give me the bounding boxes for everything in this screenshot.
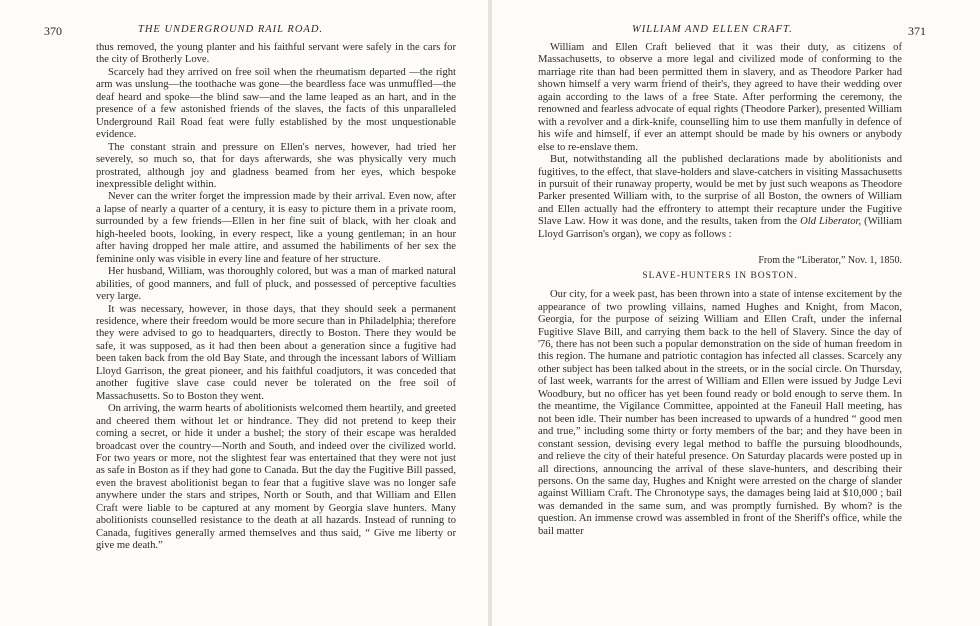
article-paragraph: Our city, for a week past, has been thrown into a state of intense excitement by the appearance of two prowling villains, named Hughes and Knight, from Macon, Georgia, for the purpose of seizing William and Ellen Craft, under the infernal Fugitive Slave Bill, and carrying them back to the hell of Slavery. Since the day of '76, there has not been such a popular demonstration on the side of human freedom in this region. The humane and patriotic contagion has infected all classes. Scarcely any other subject has been talked about in the streets, or in the social circle. On Thursday, of last week, warrants for the arrest of William and Ellen were issued by Judge Levi Woodbury, but no officer has yet been found ready or bold enough to serve them. In the meantime, the Vigilance Committee, appointed at the Faneuil Hall meeting, has not been idle. Their number has been increased to upwards of a hundred “ good men and true,” including some thirty or forty members of the bar; and they have been in constant session, devising every legal method to baffle the pursuing bloodhounds, and relieve the city of their hateful presence. On Saturday placards were posted up in all directions, announcing the arrival of these slave-hunters, and describing their persons. On the same day, Hughes and Knight were arrested on the charge of slander against William Craft. The Chronotype says, the damages being laid at $10,000 ; bail was demanded in the same sum, and was promptly furnished. By whom? is the question. An immense crowd was assembled in front of the Sheriff's office, while the bail matter <box>538 289 902 537</box>
paragraph: The constant strain and pressure on Ellen's nerves, however, had tried her severely, so much so, that for days afterwards, she was physically very much prostrated, although joy and gladness beamed from her eyes, which bespoke inexpressible delight within. <box>96 141 456 190</box>
left-page-number: 370 <box>44 24 62 38</box>
right-page-number: 371 <box>908 24 926 38</box>
paragraph: William and Ellen Craft believed that it was their duty, as citizens of Massachusetts, to observe a more legal and civilized mode of conforming to the marriage rite than had been permitted them in slavery, and as Theodore Parker had shown himself a very warm friend of their's, they agreed to have their wedding over again according to the laws of a free State. After performing the ceremony, the renowned and fearless advocate of equal rights (Theodore Parker), presented William with a revolver and a dirk-knife, counselling him to use them manfully in defence of his wife and himself, if ever an attempt should be made by his owners or anybody else to re-enslave them. <box>538 42 902 153</box>
paragraph: Scarcely had they arrived on free soil when the rheumatism departed —the right arm was unslung—the toothache was gone—the beardless face was unmuffled—the deaf heard and spoke—the blind saw—and the lame leaped as an hart, and in the presence of a few astonished friends of the slaves, the facts of this unparalleled Underground Rail Road feat were fully established by the most unquestionable evidence. <box>96 66 456 141</box>
article-subhead: SLAVE-HUNTERS IN BOSTON. <box>642 270 798 281</box>
paragraph-with-citation <box>538 154 902 241</box>
paragraph: Her husband, William, was thoroughly colored, but was a man of marked natural abilities, of good manners, and full of pluck, and possessed of perceptive faculties very large. <box>96 266 456 303</box>
right-page-body <box>538 42 902 538</box>
right-running-head: WILLIAM AND ELLEN CRAFT. <box>632 24 793 35</box>
paragraph-text: But, notwithstanding all the published declarations made by abolitionists and fugitives, to the effect, that slave-holders and slave-catchers in visiting Massachusetts in pursuit of their runaway property, would be met by just such weapons as Theodore Parker presented William with, to the surprise of all Boston, the owners of William and Ellen actually had the effrontery to attempt their recapture under the Fugitive Slave Law. How it was done, and the results, taken from the <box>538 154 902 228</box>
dateline: From the “Liberator,” Nov. 1, 1850. <box>758 255 902 267</box>
paragraph-text: (William Lloyd Garrison's organ), we copy as follows : <box>538 216 902 240</box>
paragraph: On arriving, the warm hearts of abolitionists welcomed them heartily, and greeted and cheered them without let or hindrance. They did not pretend to keep their coming a secret, or hide it under a bushel; the story of their escape was heralded broadcast over the country—North and South, and indeed over the civilized world. For two years or more, not the slightest fear was entertained that they were not just as safe in Boston as if they had gone to Canada. But the day the Fugitive Bill passed, even the bravest abolitionist began to fear that a fugitive slave was no longer safe anywhere under the stars and stripes, North or South, and that William and Ellen Craft were liable to be captured at any moment by Georgia slave hunters. Many abolitionists counselled resistance to the death at all hazards. Instead of running to Canada, fugitives generally armed themselves and thus said, “ Give me liberty or give me death.” <box>96 403 456 552</box>
left-page <box>0 0 488 626</box>
left-page-body <box>96 42 456 553</box>
right-page <box>492 0 980 626</box>
left-running-head: THE UNDERGROUND RAIL ROAD. <box>138 24 324 35</box>
newspaper-title: Old Liberator, <box>800 216 862 228</box>
paragraph: thus removed, the young planter and his faithful servant were safely in the cars for the city of Brotherly Love. <box>96 42 456 66</box>
paragraph: It was necessary, however, in those days, that they should seek a permanent residence, where their freedom would be more secure than in Philadelphia; therefore they were advised to go to headquarters, directly to Boston. There they would be safe, it was supposed, as it had then been about a generation since a fugitive had been taken back from the old Bay State, and through the incessant labors of William Lloyd Garrison, the great pioneer, and his faithful coadjutors, it was conceded that another fugitive slave case could never be tolerated on the free soil of Massachusetts. So to Boston they went. <box>96 303 456 402</box>
paragraph: Never can the writer forget the impression made by their arrival. Even now, after a lapse of nearly a quarter of a century, it is easy to picture them in a private room, surrounded by a few friends—Ellen in her fine suit of black, with her cloak and high-heeled boots, looking, in every respect, like a young gentleman; in an hour after having dropped her male attire, and assumed the habiliments of her sex the feminine only was visible in every line and feature of her structure. <box>96 191 456 265</box>
